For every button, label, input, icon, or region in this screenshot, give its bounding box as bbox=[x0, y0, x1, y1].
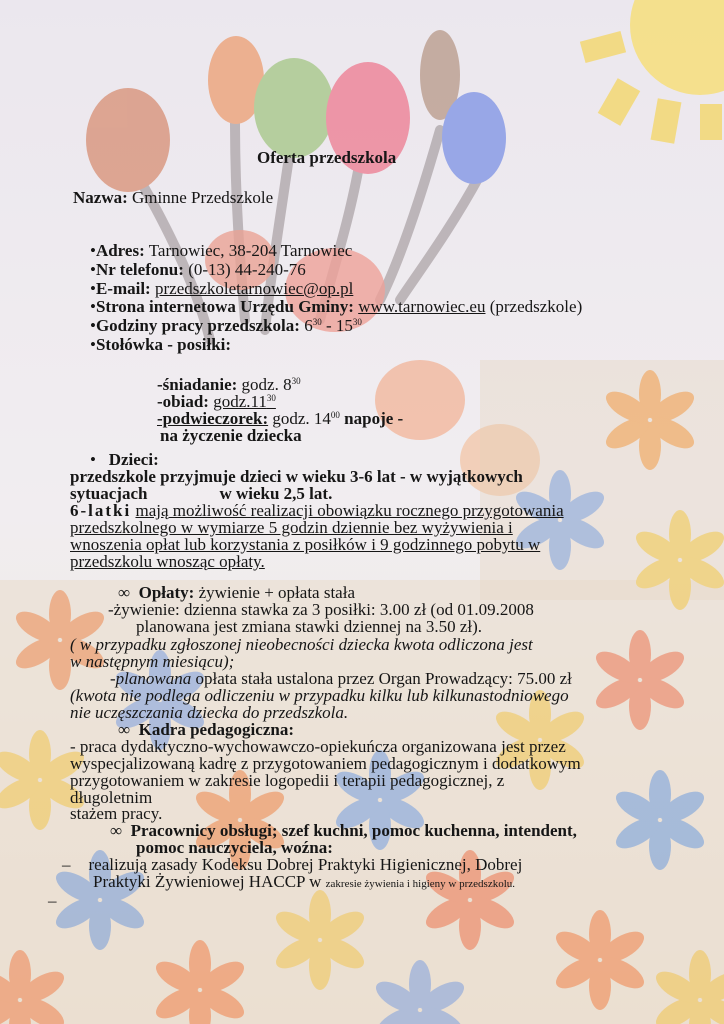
service-heading-line2: pomoc nauczyciela, woźna: bbox=[136, 838, 333, 857]
breakfast-row: -śniadanie: godz. $8^{30}$ bbox=[157, 375, 301, 394]
staff-line4: długoletnim bbox=[70, 788, 153, 807]
staff-line3: przygotowaniem w zakresie logopedii i terapii pedagogicznej, z bbox=[70, 771, 505, 790]
children-line1: przedszkole przyjmuje dzieci w wieku 3-6 lat - w wyjątkowych bbox=[70, 467, 523, 486]
name-row: Nazwa: Gminne Przedszkole bbox=[73, 188, 274, 207]
website-row: •Strona internetowa Urzędu Gminy: www.tarnowiec.eu (przedszkole) bbox=[90, 297, 583, 316]
fees-fixed-note2: nie uczęszczania dziecka do przedszkola. bbox=[70, 703, 349, 722]
staff-line5: stażem pracy. bbox=[70, 804, 163, 823]
fees-fixed-note1: (kwota nie podlega odliczeniu w przypadku kilku lub kilkunastodniowego bbox=[70, 686, 569, 705]
infinity-icon: ∞ bbox=[110, 821, 123, 840]
canteen-row: •Stołówka - posiłki: bbox=[90, 335, 232, 354]
address-row: •Adres: Tarnowiec, 38-204 Tarnowiec bbox=[90, 241, 353, 260]
fees-fixed-line: -planowana opłata stała ustalona przez Organ Prowadzący: 75.00 zł bbox=[110, 669, 572, 688]
infinity-icon: ∞ bbox=[118, 720, 131, 739]
six-year-olds-line3: wnoszenia opłat lub korzystania z posiłków i 9 godzinnego pobytu w bbox=[70, 535, 541, 554]
page-title: Oferta przedszkola bbox=[257, 148, 397, 167]
fees-note-line2: w następnym miesiącu); bbox=[70, 652, 235, 671]
infinity-icon: ∞ bbox=[118, 583, 131, 602]
staff-line2: wyspecjalizowaną kadrę z przygotowaniem pedagogicznym i dodatkowym bbox=[70, 754, 581, 773]
hours-row: •Godziny pracy przedszkola: $6^{30} - 15^{30}$ bbox=[90, 316, 362, 335]
staff-line1: - praca dydaktyczno-wychowawczo-opiekuńcza organizowana jest przez bbox=[70, 737, 566, 756]
trailing-dash: – bbox=[48, 891, 57, 910]
phone-row: •Nr telefonu: (0-13) 44-240-76 bbox=[90, 260, 306, 279]
snack-note: na życzenie dziecka bbox=[160, 426, 302, 445]
service-line1: – realizują zasady Kodeksu Dobrej Praktyki Higienicznej, Dobrej bbox=[62, 855, 523, 874]
children-line2: sytuacjach w wieku 2,5 lat. bbox=[70, 484, 333, 503]
fees-heading: ∞ Opłaty: żywienie + opłata stała bbox=[118, 583, 355, 602]
children-heading: • Dzieci: bbox=[90, 450, 159, 469]
email-link[interactable]: przedszkoletarnowiec@op.pl bbox=[154, 279, 354, 298]
email-row: •E-mail: przedszkoletarnowiec@op.pl bbox=[90, 279, 354, 298]
six-year-olds-line4: przedszkolu wnosząc opłaty. bbox=[70, 552, 265, 571]
six-year-olds-line1: 6-latki mają możliwość realizacji obowiązku rocznego przygotowania bbox=[70, 501, 564, 520]
service-heading: ∞ Pracownicy obsługi; szef kuchni, pomoc kuchenna, intendent, bbox=[110, 821, 577, 840]
six-year-olds-line2: przedszkolnego w wymiarze 5 godzin dziennie bez wyżywienia i bbox=[70, 518, 513, 537]
fees-food-line2: planowana jest zmiana stawki dziennej na 3.50 zł). bbox=[136, 617, 483, 636]
fees-note-line1: ( w przypadku zgłoszonej nieobecności dziecka kwota odliczona jest bbox=[70, 635, 533, 654]
lunch-row: -obiad: $godz.11^{30}$ bbox=[157, 392, 276, 411]
service-line2: Praktyki Żywieniowej HACCP w zakresie żywienia i higieny w przedszkolu. bbox=[93, 872, 516, 891]
fees-food-line1: -żywienie: dzienna stawka za 3 posiłki: 3.00 zł (od 01.09.2008 bbox=[108, 600, 534, 619]
staff-heading: ∞ Kadra pedagogiczna: bbox=[118, 720, 294, 739]
snack-row: -podwieczorek: godz. $14^{00}$ napoje - bbox=[157, 409, 404, 428]
website-link[interactable]: www.tarnowiec.eu bbox=[358, 297, 486, 316]
